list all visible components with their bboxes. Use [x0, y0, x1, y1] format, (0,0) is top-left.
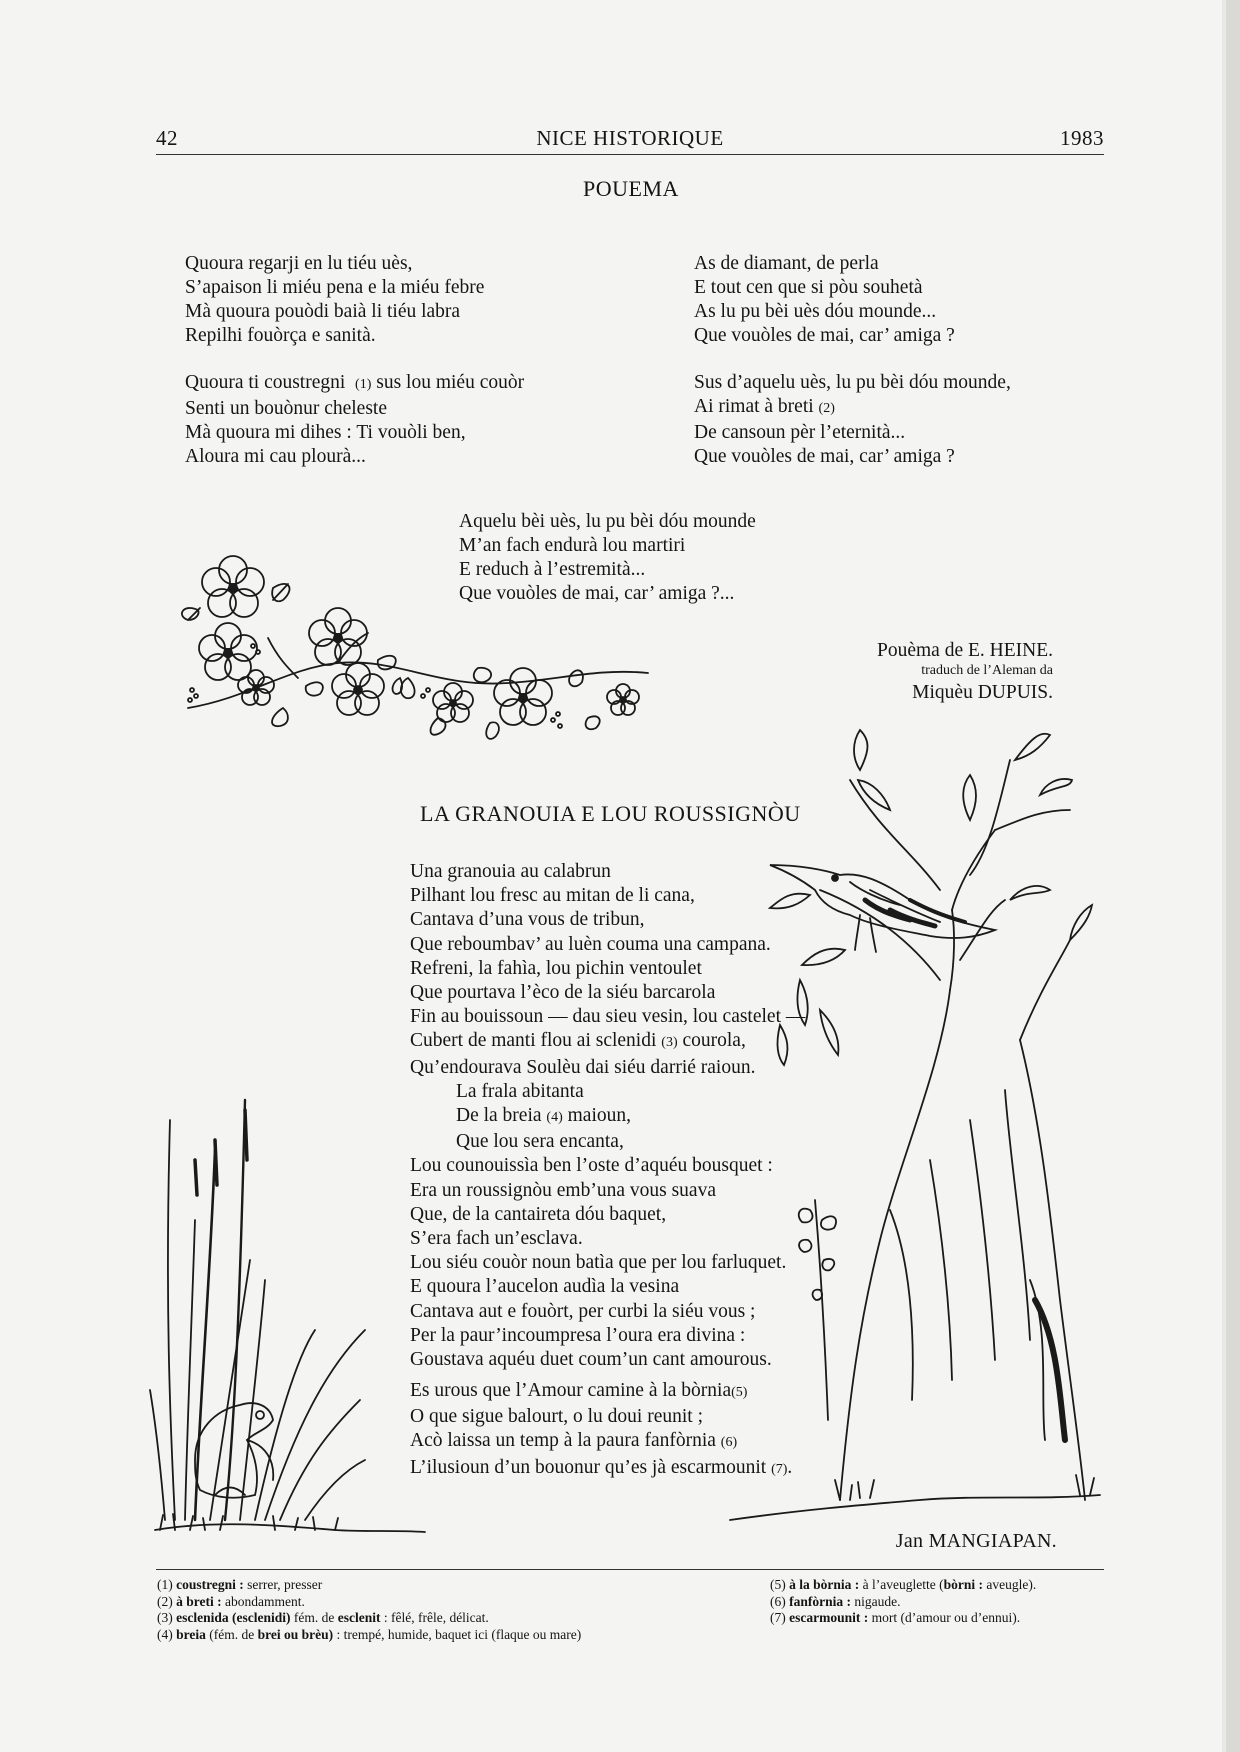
verse-line: Aquelu bèi uès, lu pu bèi dóu mounde [459, 511, 756, 532]
verse-line [410, 1429, 792, 1455]
verse-line: Qu’endourava Soulèu dai siéu darrié raioun. [410, 1056, 756, 1078]
poem1-credit-translation-note: traduch de l’Aleman da [921, 663, 1053, 678]
footnote [770, 1594, 1036, 1611]
verse-line: E tout cen que si pòu souhetà [694, 277, 923, 298]
footnote-term: escarmounit : [789, 1610, 869, 1625]
footnote-definition: (fém. de [205, 1626, 258, 1642]
footnote-term: à la bòrnia : [789, 1577, 860, 1592]
verse-text: maioun, [562, 1105, 631, 1127]
verse-line: Per la paur’incoumpresa l’oura era divina : [410, 1324, 746, 1346]
verse-line: E reduch à l’estremità... [459, 559, 646, 580]
magazine-title: NICE HISTORIQUE [536, 126, 724, 150]
poem1-title: POUEMA [583, 176, 679, 201]
footnote-term: bòrni : [943, 1577, 983, 1592]
verse-line: Mà quoura mi dihes : Ti vouòli ben, [185, 422, 466, 443]
footnote-definition: abondamment. [221, 1593, 305, 1609]
footnote-definition: : trempé, humide, baquet ici (flaque ou mare) [333, 1626, 582, 1642]
running-header [156, 126, 1104, 156]
verse-line: Que vouòles de mai, car’ amiga ? [694, 325, 955, 346]
verse-text: courola, [677, 1030, 746, 1052]
verse-text: Acò laissa un temp à la paura fanfòrnia [410, 1430, 716, 1452]
poem2-main-verses [410, 860, 805, 1372]
footnote-ref: (4) [546, 1110, 563, 1126]
verse-line: Que lou sera encanta, [456, 1131, 624, 1153]
verse-line: Mà quoura pouòdi baià li tiéu labra [185, 301, 461, 322]
footnote-definition: aveugle). [983, 1577, 1037, 1592]
footnote [157, 1610, 581, 1627]
verse-line: Lou siéu couòr noun batìa que per lou farluquet. [410, 1252, 787, 1274]
verse-text: Ai rimat à breti [694, 396, 814, 417]
poem2-final-verses [410, 1379, 792, 1482]
poem1-stanza-3 [694, 252, 955, 348]
verse-line [410, 1456, 792, 1482]
poem1-credit-translator: Miquèu DUPUIS. [912, 682, 1053, 703]
footnote-ref: (2) [818, 401, 835, 416]
poem2-title: LA GRANOUIA E LOU ROUSSIGNÒU [420, 801, 801, 826]
poem2-signature: Jan MANGIAPAN. [895, 1530, 1057, 1552]
verse-line: O que sigue balourt, o lu doui reunit ; [410, 1406, 703, 1428]
poem1-stanza-4 [694, 371, 1011, 469]
footnotes-right [770, 1577, 1036, 1627]
footnote-ref: (7) [771, 1461, 788, 1477]
verse-line: Refreni, la fahìa, lou pichin ventoulet [410, 957, 702, 979]
footnote-ref: (1) [355, 377, 372, 392]
footnote-number: (3) [157, 1610, 173, 1625]
verse-line: Aloura mi cau plourà... [185, 446, 366, 467]
verse-text: Quoura ti coustregni [185, 372, 346, 393]
footnote-number: (1) [157, 1577, 173, 1592]
year: 1983 [1060, 126, 1104, 150]
verse-line: De cansoun pèr l’eternità... [694, 422, 906, 443]
verse-line: Goustava aquéu duet coum’un cant amourous. [410, 1349, 772, 1371]
footnotes-left [157, 1577, 581, 1643]
verse-line [410, 1029, 805, 1055]
verse-line: Que vouòles de mai, car’ amiga ? [694, 446, 955, 467]
verse-line: Que vouòles de mai, car’ amiga ?... [459, 583, 735, 604]
footnote-ref: (6) [720, 1435, 738, 1451]
footnote-number: (7) [770, 1610, 786, 1625]
footnote-term: esclenit [337, 1610, 381, 1625]
page-number: 42 [156, 126, 178, 150]
verse-line: Que reboumbav’ au luèn couma una campana. [410, 933, 771, 955]
verse-line: S’era fach un’esclava. [410, 1228, 583, 1250]
frog-in-reeds-illustration [155, 1100, 425, 1540]
footnote [157, 1577, 581, 1594]
verse-line: Cantava d’una vous de tribun, [410, 909, 645, 931]
verse-line [185, 371, 524, 397]
poem1-stanza-1 [185, 252, 484, 348]
footnote-definition: fém. de [290, 1610, 338, 1625]
blossom-branch-illustration [178, 548, 658, 748]
header-rule [156, 154, 1104, 155]
footnote-definition: : fêlé, frêle, délicat. [380, 1610, 489, 1625]
verse-text: L’ilusioun d’un bouonur qu’es jà escarmounit [410, 1456, 767, 1478]
verse-text: Cubert de manti flou ai sclenidi [410, 1030, 657, 1052]
verse-line: Repilhi fouòrça e sanità. [185, 325, 376, 346]
footnote-definition: serrer, presser [243, 1577, 323, 1592]
footnote [770, 1610, 1036, 1627]
footnote-definition: mort (d’amour ou d’ennui). [868, 1610, 1021, 1625]
verse-line: Cantava aut e fouòrt, per curbi la siéu vous ; [410, 1300, 756, 1322]
poem1-stanza-2 [185, 371, 524, 469]
verse-line [410, 1379, 792, 1405]
footnote-term: à breti : [176, 1593, 222, 1609]
footnote-term: fanfòrnia : [789, 1593, 851, 1609]
verse-line: Senti un bouònur cheleste [185, 398, 387, 419]
footnote-number: (5) [770, 1577, 786, 1592]
footnote [157, 1594, 581, 1611]
verse-line: Pilhant lou fresc au mitan de li cana, [410, 885, 695, 907]
verse-line: As lu pu bèi uès dóu mounde... [694, 301, 937, 322]
verse-text: Es urous que l’Amour camine à la bòrnia [410, 1380, 732, 1401]
footnote-definition: nigaude. [851, 1593, 901, 1609]
page-edge [1226, 0, 1240, 1752]
verse-text: De la breia [456, 1105, 542, 1127]
verse-text: sus lou miéu couòr [371, 372, 525, 393]
verse-line: Era un roussignòu emb’una vous suava [410, 1179, 716, 1201]
footnote [770, 1577, 1036, 1594]
verse-line: Sus d’aquelu uès, lu pu bèi dóu mounde, [694, 372, 1011, 393]
verse-line: Una granouia au calabrun [410, 861, 611, 882]
footnote-number: (6) [770, 1593, 786, 1609]
verse-line [694, 395, 1011, 421]
verse-line: Quoura regarji en lu tiéu uès, [185, 253, 413, 274]
footnote-term: esclenida (esclenidi) [176, 1610, 291, 1625]
verse-line: Que, de la cantaireta dóu baquet, [410, 1203, 667, 1225]
verse-line: E quoura l’aucelon audìa la vesina [410, 1276, 680, 1298]
verse-line: La frala abitanta [456, 1080, 584, 1102]
verse-line: Lou counouissìa ben l’oste d’aquéu bousquet : [410, 1155, 773, 1177]
footnote [157, 1627, 581, 1644]
footnote-term: breia [176, 1626, 206, 1642]
verse-line: S’apaison li miéu pena e la miéu febre [185, 277, 485, 298]
footnote-definition: à l’aveuglette ( [859, 1577, 944, 1592]
verse-text: . [787, 1456, 793, 1478]
verse-line: Que pourtava l’èco de la siéu barcarola [410, 982, 716, 1004]
verse-line: M’an fach endurà lou martiri [459, 535, 686, 556]
verse-line [410, 1104, 805, 1130]
footnote-number: (4) [157, 1626, 173, 1642]
poem1-credit-author: Pouèma de E. HEINE. [877, 640, 1053, 661]
footnote-rule [156, 1569, 1104, 1570]
footnote-ref: (5) [731, 1385, 748, 1400]
footnote-number: (2) [157, 1593, 173, 1609]
verse-line: As de diamant, de perla [694, 253, 879, 274]
footnote-ref: (3) [661, 1035, 678, 1051]
footnote-term: coustregni : [176, 1577, 244, 1592]
footnote-term: brei ou brèu) [257, 1626, 334, 1642]
verse-line: Fin au bouissoun — dau sieu vesin, lou castelet — [410, 1006, 806, 1028]
